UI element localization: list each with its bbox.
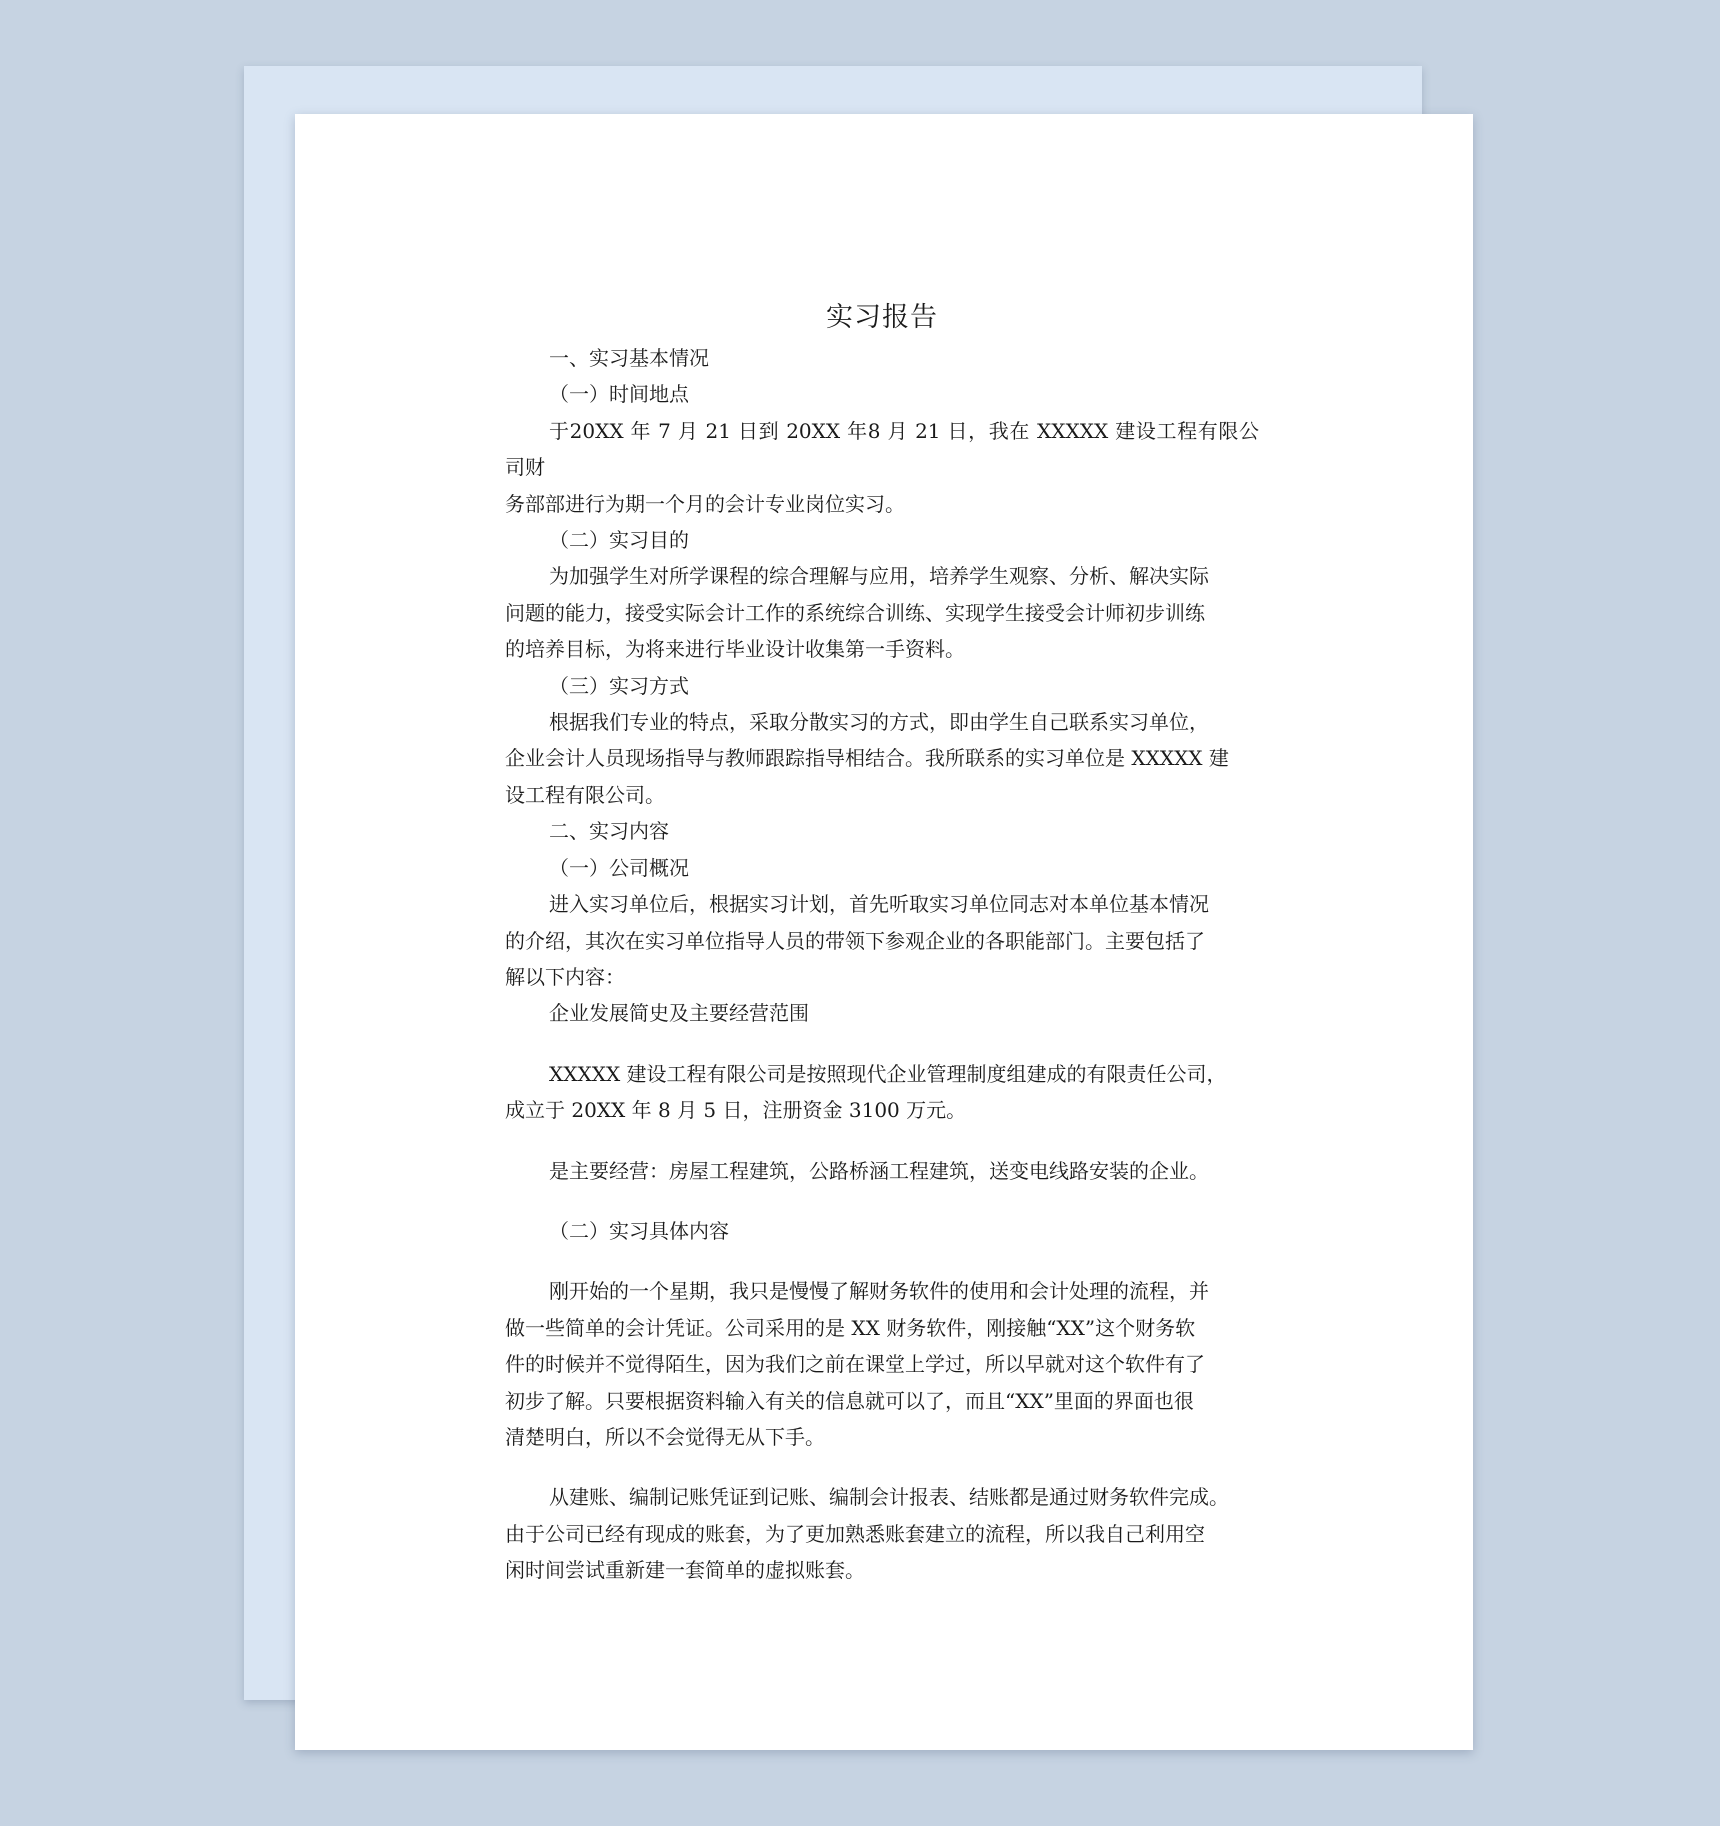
paragraph-line: 清楚明白，所以不会觉得无从下手。 [505, 1424, 825, 1449]
subsection-heading: （一）公司概况 [549, 855, 689, 880]
paragraph-line: 成立于 20XX 年 8 月 5 日，注册资金 3100 万元。 [505, 1098, 967, 1123]
paragraph-line: 于20XX 年 7 月 21 日到 20XX 年8 月 21 日，我在 XXXXX 建设工程有限公司财 [505, 418, 1259, 480]
paragraph-line: 为加强学生对所学课程的综合理解与应用，培养学生观察、分析、解决实际 [549, 564, 1209, 589]
paragraph-line: 件的时候并不觉得陌生，因为我们之前在课堂上学过，所以早就对这个软件有了 [505, 1352, 1205, 1377]
document-body [505, 296, 1259, 1589]
subsection-heading: （二）实习具体内容 [549, 1218, 729, 1243]
paragraph-line: 务部部进行为期一个月的会计专业岗位实习。 [505, 491, 905, 516]
subsection-heading: （二）实习目的 [549, 528, 689, 553]
paragraph-line: 问题的能力，接受实际会计工作的系统综合训练、实现学生接受会计师初步训练 [505, 600, 1205, 625]
document-title: 实习报告 [826, 302, 938, 333]
paragraph-gap [505, 1249, 1259, 1273]
paragraph-line: 是主要经营：房屋工程建筑，公路桥涵工程建筑，送变电线路安装的企业。 [549, 1158, 1209, 1183]
paragraph-line: 从建账、编制记账凭证到记账、编制会计报表、结账都是通过财务软件完成。 [549, 1485, 1229, 1510]
paragraph-line: XXXXX 建设工程有限公司是按照现代企业管理制度组建成的有限责任公司， [549, 1061, 1227, 1086]
paragraph-gap [505, 1455, 1259, 1479]
paragraph-line: 的介绍，其次在实习单位指导人员的带领下参观企业的各职能部门。主要包括了 [505, 928, 1205, 953]
paragraph-line: 解以下内容： [505, 964, 625, 989]
paragraph-line: 进入实习单位后，根据实习计划，首先听取实习单位同志对本单位基本情况 [549, 892, 1209, 917]
paragraph-line: 初步了解。只要根据资料输入有关的信息就可以了，而且“XX”里面的界面也很 [505, 1388, 1194, 1413]
paragraph-gap [505, 1129, 1259, 1153]
paragraph-line: 的培养目标，为将来进行毕业设计收集第一手资料。 [505, 637, 965, 662]
subsection-heading: （一）时间地点 [549, 382, 689, 407]
paragraph-gap [505, 1032, 1259, 1056]
section-heading: 一、实习基本情况 [549, 346, 709, 370]
section-heading: 二、实习内容 [549, 819, 669, 844]
list-item: 企业发展简史及主要经营范围 [549, 1001, 809, 1026]
paragraph-line: 闲时间尝试重新建一套简单的虚拟账套。 [505, 1558, 865, 1583]
paragraph-line: 企业会计人员现场指导与教师跟踪指导相结合。我所联系的实习单位是 XXXXX 建 [505, 746, 1229, 771]
paragraph-line: 刚开始的一个星期，我只是慢慢了解财务软件的使用和会计处理的流程，并 [549, 1279, 1209, 1304]
paragraph-gap [505, 1189, 1259, 1213]
paragraph-line: 由于公司已经有现成的账套，为了更加熟悉账套建立的流程，所以我自己利用空 [505, 1521, 1205, 1546]
paragraph-line: 设工程有限公司。 [505, 782, 665, 807]
subsection-heading: （三）实习方式 [549, 673, 689, 698]
paragraph-line: 做一些简单的会计凭证。公司采用的是 XX 财务软件，刚接触“XX”这个财务软 [505, 1315, 1196, 1340]
paragraph-line: 根据我们专业的特点，采取分散实习的方式，即由学生自己联系实习单位， [549, 710, 1209, 735]
